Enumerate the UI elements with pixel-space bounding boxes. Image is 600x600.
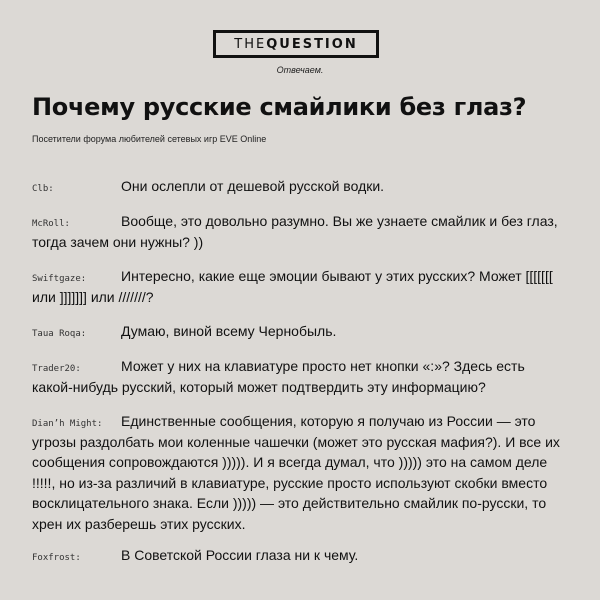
logo <box>213 30 379 58</box>
post-username: Trader20: <box>32 364 81 374</box>
post-text: Единственные сообщения, которую я получаю из России — это угрозы раздолбать мои коленные чашечки (может это русская мафия?). И все их сообщения сопровождаются ))))). И я всегда думал, что ))))) это на самом деле !!!!!, но из-за различий в клавиатуре, русские просто используют скобки вместо восклицательного знака. Если ))))) — это действительно смайлик по-русски, то хрен их разберешь этих русских. <box>32 413 560 532</box>
post-username: Swiftgaze: <box>32 274 87 284</box>
post-dianh-might <box>32 411 562 534</box>
post-text: В Советской России глаза ни к чему. <box>121 547 359 563</box>
post-text: Может у них на клавиатуре просто нет кнопки «:»? Здесь есть какой-нибудь русский, который может подтвердить эту информацию? <box>32 358 525 395</box>
logo-question: QUESTION <box>266 36 358 52</box>
post-mcroll <box>32 211 562 252</box>
post-text: Интересно, какие еще эмоции бывают у этих русских? Может [[[[[[[ или ]]]]]]] или ///////? <box>32 268 553 305</box>
post-username: Clb: <box>32 184 54 194</box>
post-username: McRoll: <box>32 219 70 229</box>
post-swiftgaze <box>32 266 562 307</box>
post-clb <box>32 176 562 197</box>
post-username: Foxfrost: <box>32 553 81 563</box>
page-title: Почему русские смайлики без глаз? <box>32 93 527 121</box>
post-username: Dian’h Might: <box>32 419 103 429</box>
post-taua-roqa <box>32 321 562 342</box>
post-text: Думаю, виной всему Чернобыль. <box>121 323 337 339</box>
post-text: Вообще, это довольно разумно. Вы же узнаете смайлик и без глаз, тогда зачем они нужны? )) <box>32 213 558 250</box>
logo-the: THE <box>234 36 267 52</box>
post-foxfrost <box>32 545 562 566</box>
page-subtitle: Посетители форума любителей сетевых игр EVE Online <box>32 134 267 144</box>
post-username: Taua Roqa: <box>32 329 87 339</box>
post-text: Они ослепли от дешевой русской водки. <box>121 178 385 194</box>
logo-tagline: Отвечаем. <box>276 65 324 75</box>
post-trader20 <box>32 356 562 397</box>
